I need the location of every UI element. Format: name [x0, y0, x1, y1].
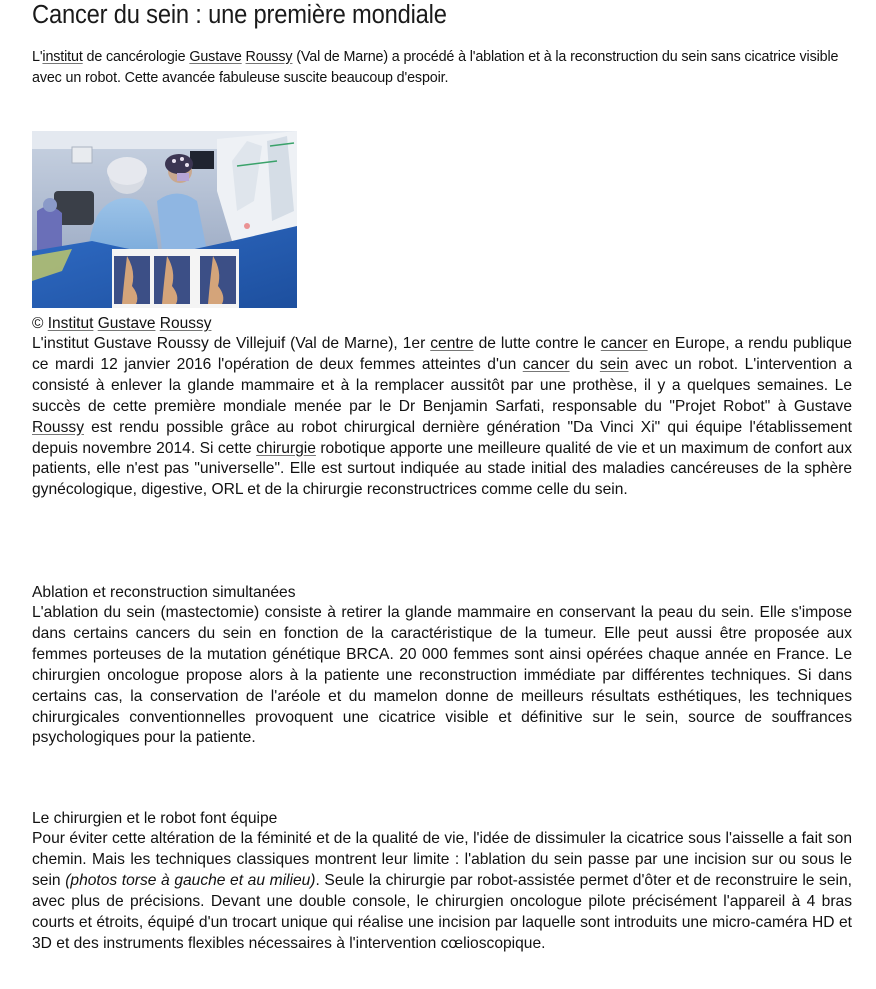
inset-torso-photos — [112, 249, 239, 308]
link-centre[interactable]: centre — [430, 335, 474, 352]
credit-link-institut[interactable]: Institut — [47, 315, 94, 332]
article-title: Cancer du sein : une première mondiale — [32, 1, 447, 29]
link-chirurgie[interactable]: chirurgie — [256, 439, 316, 457]
paragraph-ablation: L'ablation du sein (mastectomie) consiste à retirer la glande mammaire en conservant la peau du sein. Elle s'impose dans certains cancers du sein en fonction de la caractéristique de la tumeur. Elle peut aussi être proposée aux femmes porteuses de la mutation génétique BRCA. 20 000 femmes sont ainsi opérées chaque année en France. Le chirurgien oncologue propose alors à la patiente une reconstruction immédiate par différentes techniques. Si dans certains cas, la conservation de l'aréole et du mamelon donne de meilleurs résultats esthétiques, les techniques chirurgicales conventionnelles provoquent une cicatrice visible et définitive sur le sein, source de souffrances psychologiques pour la patiente. — [32, 604, 852, 747]
photo-reference-italic: (photos torse à gauche et au milieu) — [65, 871, 316, 889]
paragraph-intro: L'institut Gustave Roussy de Villejuif (Val de Marne), 1er centre de lutte contre le cancer en Europe, a rendu publique ce mardi 12 janvier 2016 l'opération de deux femmes atteintes d'un cancer du sein avec un robot. L'intervention a consisté à enlever la glande mammaire et à la remplacer aussitôt par une prothèse, il y a quelques semaines. Le succès de cette première mondiale menée par le Dr Benjamin Sarfati, responsable du "Projet Robot" à Gustave Roussy est rendu possible grâce au robot chirurgical dernière génération "Da Vinci Xi" qui équipe l'établissement depuis novembre 2014. Si cette chirurgie robotique apporte une meilleure qualité de vie et un maximum de confort aux patients, elle n'est pas "universelle". Elle est surtout indiquée au stade initial des maladies cancéreuses de la sphère gynécologique, digestive, ORL et de la chirurgie reconstructrices comme celle du sein. — [32, 335, 852, 499]
link-cancer-2[interactable]: cancer — [522, 355, 570, 373]
credit-link-roussy[interactable]: Roussy — [159, 315, 212, 332]
surgery-photo — [32, 131, 297, 308]
link-institut[interactable]: institut — [42, 48, 83, 65]
photo-credit — [32, 313, 211, 334]
link-roussy-2[interactable]: Roussy — [32, 418, 84, 436]
link-sein[interactable]: sein — [599, 355, 629, 373]
article-lead: L'institut de cancérologie Gustave Roussy (Val de Marne) a procédé à l'ablation et à la reconstruction du sein sans cicatrice visible avec un robot. Cette avancée fabuleuse suscite beaucoup d'espoir. — [32, 48, 839, 86]
paragraph-robot: Pour éviter cette altération de la féminité et de la qualité de vie, l'idée de dissimuler la cicatrice sous l'aisselle a fait son chemin. Mais les techniques classiques montrent leur limite : l'ablation du sein passe par une incision sur ou sous le sein (photos torse à gauche et au milieu). Seule la chirurgie par robot-assistée permet d'ôter et de reconstruire le sein, avec plus de précisions. Devant une double console, le chirurgien oncologue pilote précisément l'appareil à 4 bras courts et étroits, équipé d'un trocart unique qui réalise une incision par laquelle sont introduits une micro-caméra HD et 3D et des instruments flexibles nécessaires à l'intervention cœlioscopique. — [32, 830, 852, 952]
monitor — [190, 151, 214, 169]
credit-link-gustave[interactable]: Gustave — [97, 315, 156, 332]
link-roussy[interactable]: Roussy — [245, 48, 293, 65]
section-heading-ablation: Ablation et reconstruction simultanées — [32, 584, 296, 601]
link-cancer[interactable]: cancer — [600, 335, 648, 352]
air-vent — [72, 147, 92, 163]
copyright-symbol: © — [32, 315, 44, 332]
link-gustave[interactable]: Gustave — [189, 48, 242, 65]
section-heading-robot: Le chirurgien et le robot font équipe — [32, 810, 278, 827]
